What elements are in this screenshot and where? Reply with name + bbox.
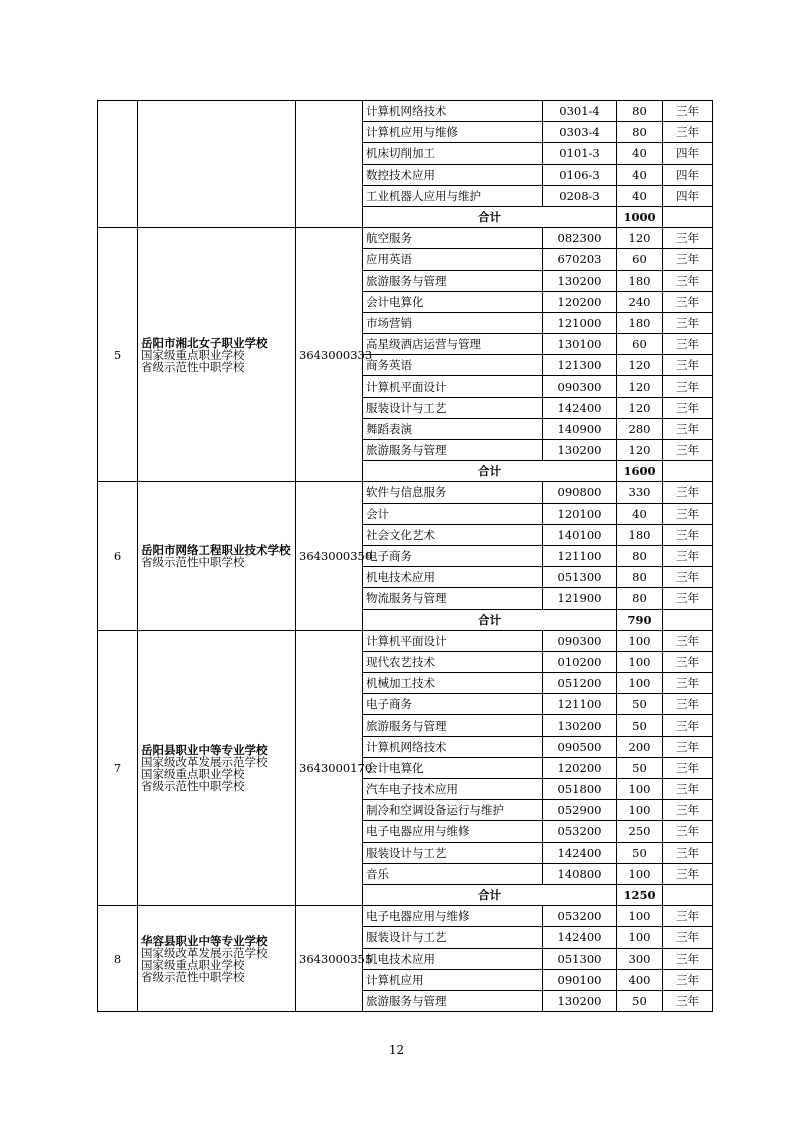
enrollment-table [97,100,713,1012]
major-name: 机械加工技术 [363,673,543,694]
major-name: 机电技术应用 [363,567,543,588]
major-code: 051300 [543,948,617,969]
total-value: 790 [617,609,663,630]
enrollment-count: 300 [617,948,663,969]
enrollment-count: 80 [617,545,663,566]
school-designation: 省级示范性中职学校 [141,359,245,374]
study-duration: 三年 [663,440,713,461]
study-duration: 三年 [663,948,713,969]
major-code: 0303-4 [543,122,617,143]
school-code: 3643000355 [296,906,363,1012]
study-duration: 三年 [663,800,713,821]
study-duration: 三年 [663,482,713,503]
major-code: 130200 [543,440,617,461]
study-duration: 三年 [663,757,713,778]
study-duration: 三年 [663,736,713,757]
total-label: 合计 [363,609,617,630]
major-code: 0301-4 [543,101,617,122]
total-value: 1250 [617,884,663,905]
study-duration: 三年 [663,630,713,651]
study-duration: 四年 [663,143,713,164]
table-row [98,101,713,122]
study-duration: 三年 [663,651,713,672]
major-code: 090800 [543,482,617,503]
major-name: 服装设计与工艺 [363,842,543,863]
school-designation: 国家级重点职业学校 [141,766,245,781]
major-code: 121300 [543,355,617,376]
major-code: 120200 [543,291,617,312]
study-duration: 三年 [663,312,713,333]
major-code: 140100 [543,524,617,545]
enrollment-count: 100 [617,800,663,821]
major-code: 121900 [543,588,617,609]
study-duration: 三年 [663,270,713,291]
major-code: 090100 [543,969,617,990]
major-name: 舞蹈表演 [363,418,543,439]
school-number: 6 [98,482,138,630]
empty-cell [663,884,713,905]
school-designation: 省级示范性中职学校 [141,555,245,570]
total-label: 合计 [363,461,617,482]
major-name: 商务英语 [363,355,543,376]
study-duration: 四年 [663,164,713,185]
enrollment-count: 100 [617,673,663,694]
major-code: 0101-3 [543,143,617,164]
major-code: 0106-3 [543,164,617,185]
enrollment-count: 180 [617,270,663,291]
major-code: 052900 [543,800,617,821]
major-name: 服装设计与工艺 [363,397,543,418]
enrollment-count: 120 [617,228,663,249]
major-name: 计算机应用与维修 [363,122,543,143]
study-duration: 三年 [663,969,713,990]
major-code: 142400 [543,397,617,418]
enrollment-count: 40 [617,143,663,164]
major-name: 计算机应用 [363,969,543,990]
major-code: 0208-3 [543,185,617,206]
major-name: 应用英语 [363,249,543,270]
major-name: 旅游服务与管理 [363,440,543,461]
major-name: 社会文化艺术 [363,524,543,545]
school-info [138,906,296,1012]
major-name: 计算机网络技术 [363,736,543,757]
major-name: 会计 [363,503,543,524]
major-code: 051200 [543,673,617,694]
study-duration: 三年 [663,927,713,948]
enrollment-count: 330 [617,482,663,503]
major-code: 140900 [543,418,617,439]
major-name: 航空服务 [363,228,543,249]
table-row [98,630,713,651]
major-name: 电子电器应用与维修 [363,821,543,842]
study-duration: 三年 [663,503,713,524]
major-name: 电子商务 [363,545,543,566]
major-code: 082300 [543,228,617,249]
study-duration: 三年 [663,779,713,800]
major-name: 旅游服务与管理 [363,715,543,736]
enrollment-count: 40 [617,185,663,206]
study-duration: 三年 [663,355,713,376]
school-number: 7 [98,630,138,905]
major-code: 130200 [543,990,617,1011]
enrollment-count: 100 [617,651,663,672]
page-number: 12 [388,1043,405,1057]
school-name: 岳阳县职业中等专业学校 [141,742,268,757]
study-duration: 三年 [663,990,713,1011]
major-name: 现代农艺技术 [363,651,543,672]
major-code: 010200 [543,651,617,672]
study-duration: 三年 [663,567,713,588]
major-code: 121000 [543,312,617,333]
enrollment-count: 180 [617,524,663,545]
enrollment-count: 50 [617,842,663,863]
total-value: 1600 [617,461,663,482]
enrollment-count: 40 [617,503,663,524]
major-name: 机电技术应用 [363,948,543,969]
school-designation: 国家级改革发展示范学校 [141,945,268,960]
school-designation: 省级示范性中职学校 [141,778,245,793]
major-name: 计算机平面设计 [363,630,543,651]
enrollment-count: 100 [617,779,663,800]
enrollment-count: 250 [617,821,663,842]
study-duration: 三年 [663,524,713,545]
table-row [98,228,713,249]
school-number: 8 [98,906,138,1012]
major-code: 090500 [543,736,617,757]
major-code: 120200 [543,757,617,778]
empty-cell [663,461,713,482]
study-duration: 三年 [663,249,713,270]
school-designation: 国家级重点职业学校 [141,347,245,362]
major-name: 旅游服务与管理 [363,990,543,1011]
school-name: 岳阳市网络工程职业技术学校 [141,543,291,558]
major-name: 高星级酒店运营与管理 [363,334,543,355]
enrollment-count: 60 [617,334,663,355]
major-name: 计算机网络技术 [363,101,543,122]
enrollment-count: 400 [617,969,663,990]
table-row [98,482,713,503]
total-value: 1000 [617,206,663,227]
enrollment-count: 50 [617,757,663,778]
major-code: 090300 [543,630,617,651]
major-name: 数控技术应用 [363,164,543,185]
enrollment-count: 50 [617,990,663,1011]
school-number [98,101,138,228]
enrollment-count: 180 [617,312,663,333]
enrollment-count: 120 [617,355,663,376]
major-code: 090300 [543,376,617,397]
study-duration: 三年 [663,715,713,736]
major-name: 旅游服务与管理 [363,270,543,291]
school-info [138,630,296,905]
school-info [138,101,296,228]
total-label: 合计 [363,884,617,905]
study-duration: 三年 [663,673,713,694]
study-duration: 三年 [663,101,713,122]
study-duration: 三年 [663,122,713,143]
enrollment-count: 120 [617,376,663,397]
enrollment-count: 100 [617,630,663,651]
empty-cell [663,609,713,630]
enrollment-count: 80 [617,122,663,143]
study-duration: 三年 [663,906,713,927]
major-code: 130200 [543,270,617,291]
major-name: 工业机器人应用与维护 [363,185,543,206]
major-code: 670203 [543,249,617,270]
study-duration: 四年 [663,185,713,206]
school-code: 3643000333 [296,228,363,482]
major-name: 市场营销 [363,312,543,333]
table-row [98,906,713,927]
major-name: 汽车电子技术应用 [363,779,543,800]
major-code: 142400 [543,927,617,948]
major-name: 会计电算化 [363,291,543,312]
study-duration: 三年 [663,545,713,566]
major-name: 服装设计与工艺 [363,927,543,948]
school-info [138,482,296,630]
major-code: 051800 [543,779,617,800]
major-code: 140800 [543,863,617,884]
study-duration: 三年 [663,588,713,609]
major-code: 130200 [543,715,617,736]
study-duration: 三年 [663,291,713,312]
study-duration: 三年 [663,228,713,249]
school-code [296,101,363,228]
major-name: 电子商务 [363,694,543,715]
study-duration: 三年 [663,821,713,842]
school-designation: 省级示范性中职学校 [141,969,245,984]
major-name: 机床切削加工 [363,143,543,164]
major-code: 130100 [543,334,617,355]
enrollment-count: 80 [617,101,663,122]
enrollment-count: 50 [617,694,663,715]
study-duration: 三年 [663,694,713,715]
major-code: 053200 [543,821,617,842]
school-name: 岳阳市湘北女子职业学校 [141,335,268,350]
school-designation: 国家级重点职业学校 [141,957,245,972]
enrollment-count: 120 [617,440,663,461]
school-designation: 国家级改革发展示范学校 [141,754,268,769]
enrollment-count: 100 [617,906,663,927]
study-duration: 三年 [663,418,713,439]
major-name: 计算机平面设计 [363,376,543,397]
major-code: 142400 [543,842,617,863]
major-name: 会计电算化 [363,757,543,778]
major-name: 软件与信息服务 [363,482,543,503]
table-body [98,101,713,1012]
enrollment-count: 40 [617,164,663,185]
enrollment-count: 50 [617,715,663,736]
school-name: 华容县职业中等专业学校 [141,933,268,948]
school-code: 3643000170 [296,630,363,905]
major-code: 121100 [543,694,617,715]
enrollment-count: 200 [617,736,663,757]
major-name: 音乐 [363,863,543,884]
major-name: 制冷和空调设备运行与维护 [363,800,543,821]
major-code: 051300 [543,567,617,588]
enrollment-count: 80 [617,588,663,609]
major-name: 电子电器应用与维修 [363,906,543,927]
study-duration: 三年 [663,334,713,355]
enrollment-count: 100 [617,927,663,948]
study-duration: 三年 [663,376,713,397]
enrollment-count: 60 [617,249,663,270]
study-duration: 三年 [663,397,713,418]
major-name: 物流服务与管理 [363,588,543,609]
study-duration: 三年 [663,863,713,884]
school-code: 3643000350 [296,482,363,630]
major-code: 053200 [543,906,617,927]
study-duration: 三年 [663,842,713,863]
enrollment-count: 80 [617,567,663,588]
major-code: 120100 [543,503,617,524]
enrollment-count: 240 [617,291,663,312]
school-info [138,228,296,482]
enrollment-count: 280 [617,418,663,439]
school-number: 5 [98,228,138,482]
major-code: 121100 [543,545,617,566]
total-label: 合计 [363,206,617,227]
enrollment-count: 100 [617,863,663,884]
empty-cell [663,206,713,227]
enrollment-count: 120 [617,397,663,418]
